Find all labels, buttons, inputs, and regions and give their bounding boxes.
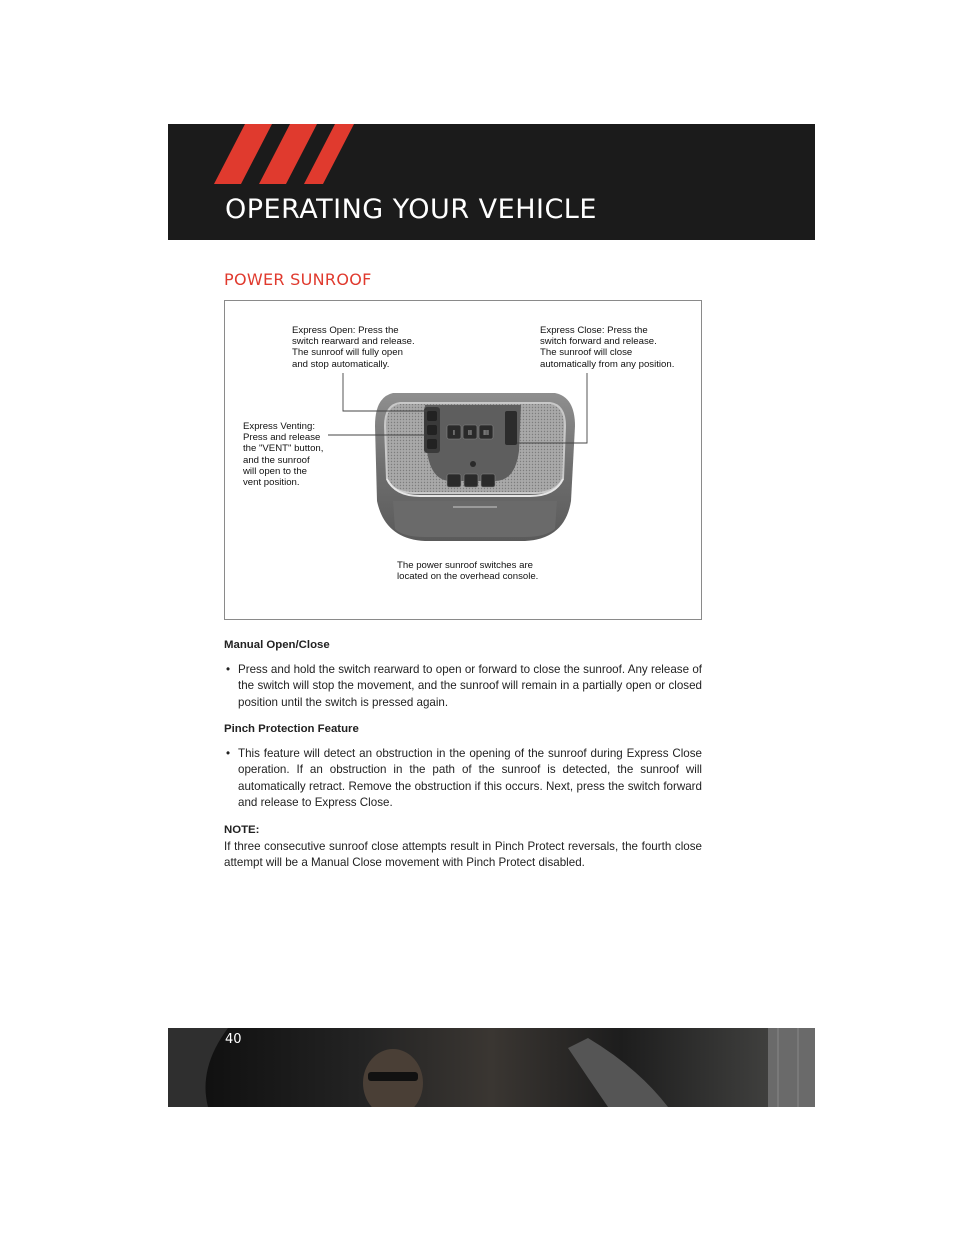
callout-express-open	[292, 325, 415, 370]
callout-line: switch forward and release.	[540, 336, 657, 348]
page-footer	[168, 1028, 815, 1107]
manual-heading: Manual Open/Close	[224, 639, 330, 651]
page-number: 40	[225, 1032, 242, 1047]
caption-line: located on the overhead console.	[397, 571, 539, 583]
callout-line: and the sunroof	[243, 454, 310, 466]
callout-line: automatically from any position.	[540, 358, 675, 370]
chapter-title: OPERATING YOUR VEHICLE	[225, 194, 597, 225]
chapter-header	[168, 124, 815, 240]
callout-line: Express Venting:	[243, 421, 315, 432]
note-heading: NOTE:	[224, 824, 260, 836]
pinch-section	[224, 721, 702, 812]
callout-line: will open to the	[243, 465, 307, 477]
callout-line: The sunroof will close	[540, 347, 633, 359]
callout-line: The sunroof will fully open	[292, 347, 403, 359]
bullet-icon: •	[226, 662, 231, 676]
note-text: If three consecutive sunroof close attempts result in Pinch Protect reversals, the fourth close attempt will be a Manual Close movement with Pinch Protect disabled.	[224, 839, 702, 869]
svg-text:III: III	[483, 430, 489, 437]
section-title: POWER SUNROOF	[224, 270, 372, 289]
callout-line: and stop automatically.	[292, 358, 390, 370]
svg-text:II: II	[468, 430, 472, 437]
callout-line: switch rearward and release.	[292, 336, 415, 348]
pinch-bullet-text: This feature will detect an obstruction in the opening of the sunroof during Express Close operation. If an obstruction in the path of the sunroof is detected, the sunroof will automatically retract. Remove the obstruction if this occurs. Next, press the switch forward and release to Express Close.	[238, 746, 702, 809]
pinch-heading: Pinch Protection Feature	[224, 723, 359, 735]
callout-express-close	[540, 325, 674, 370]
manual-bullet	[224, 662, 702, 712]
pinch-bullet	[224, 746, 702, 812]
manual-section	[224, 637, 702, 711]
sunroof-figure	[224, 300, 702, 620]
callout-line: vent position.	[243, 477, 300, 489]
callout-line: Express Close: Press the	[540, 325, 648, 336]
callout-line: Press and release	[243, 432, 321, 444]
callout-express-venting	[243, 421, 323, 488]
callout-line: the "VENT" button,	[243, 443, 324, 455]
footer-photo-image	[168, 1028, 815, 1107]
bullet-icon: •	[226, 746, 231, 760]
callout-line: Express Open: Press the	[292, 325, 399, 336]
brand-stripes-icon	[168, 124, 368, 186]
caption-line: The power sunroof switches are	[397, 560, 533, 571]
figure-caption	[397, 560, 538, 582]
manual-bullet-text: Press and hold the switch rearward to open or forward to close the sunroof. Any release of the switch will stop the movement, and the sunroof will remain in a partially open or closed position until the switch is pressed again.	[238, 662, 702, 709]
svg-text:I: I	[453, 430, 455, 437]
note-section	[224, 822, 702, 872]
